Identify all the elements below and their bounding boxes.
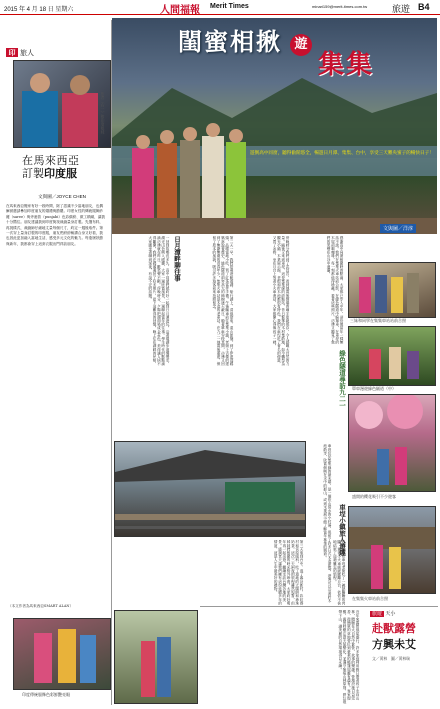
left-divider [111,20,112,705]
main-title [178,22,282,57]
left-bottom-scene [14,619,110,689]
right-column-text-2: 車埕位於集集線的最末端，是一個依山傍水的小村落，保留了許多日式木造建築。遊客可以沿著貯木池散步，欣賞倒映在水中的群山，或到木業展示館了解當年林業的興衰。 [323,444,332,603]
middle-column-1-heading: 日月潭畔聊往事 [173,236,181,282]
issue-date: 2015 年 4 月 18 日 星期六 [4,7,74,13]
right-column-text: 感謝高中同窗相聚時的點滴，大家都已步入中年，卻仍像當年一樣無話不談。我們在集集火車站前合影，在綠色隧道中騎單車，在車埕的木屋前喝咖啡，每一刻都值得珍藏。看著這些照片，彷彿又聽見了我們的笑聲在山谷中迴盪。 [327,236,344,344]
bottom-right-byline: 文／黃林 圖／黃林瑞 [372,656,410,661]
right-photo-3-scene [349,395,435,491]
bottom-right-text: 近年來露營風氣盛行，許多家庭利用假日帶著孩子走向山林，體驗在大自然中紮營、炊事的樂趣。營地設施日益完善，從簡單的草地營位到豪華的帳篷屋應有盡有。專家提醒，露營時應注意天氣變化，並遵守無痕山林原則，將垃圾帶下山，讓美麗的自然環境得以永續。 [338,610,360,704]
middle-column-1-text: 一回到故鄉沒多久，高中同窗們就約好一起到日月潭遊玩。沿著環湖步道慢慢走，湖光山色映入眼簾，大家一邊欣賞風景，一邊聊起當年的往事。學生時代的點點滴滴彷彿就在昨日，歡笑聲不斷。傍晚時分，夕陽把湖面染成金黃色，美得讓人捨不得離開。我們在碼頭邊拍了好多照片，留下這難得的回憶。晚上住在湖畔的民宿，大家圍坐著聊到深夜，有說不完的話題。 [148,236,170,366]
right-photo-3-caption: 盛開的櫻花吸引不少遊客 [352,494,396,499]
left-badge-char: 印 [8,48,16,57]
left-byline: 文與圖／JOYCE CHEN [38,194,86,199]
right-photo-2-scene [349,327,435,385]
right-photo-2-caption: 單車漫遊綠色隧道（中） [352,386,396,391]
left-photo-scene [14,61,110,147]
right-photo-1 [348,262,436,318]
title-part-1: 閨蜜相揪 [178,27,282,56]
middle-column-2-text: 第二天一早，我們搭乘遊艇遊湖，船行湖上，清風徐來，遠山如黛。到了伊達邵碼頭，品嚐當地小吃，買了紅茶當伴手禮。午後驅車前往集集小鎮，老街上古樸的建築訴說著歷史，綠色隧道兩旁高大的樟樹遮天蔽日，騎著單車穿梭其間，彷彿又回到了無憂無慮的青春年少。集集火車站是木造的老車站，在九二一地震後重建，保留了原本的風貌，吸引許多遊客前來拍照留念。 [212,236,234,366]
station-photo [114,441,306,537]
right-photo-1-scene [349,263,435,317]
bottom-middle-scene [115,611,197,703]
title-part-2: 集集 [318,50,375,80]
main-photo-caption: 遊倒高中同窗，聽得偷閒悠全，暢遊日月潭、集集、台中，享受三天難央蜜子的暢快日子！ [250,150,434,155]
paper-name-en: Merit Times [210,3,249,10]
title-circle-badge [290,34,312,56]
station-scene [115,442,305,536]
left-column-section: 旅人 [20,49,34,57]
paper-name: 人間福報 [160,5,200,16]
middle-column-3-text: 傍晚時分我們到了武昌宮，看到地震後倒塌的廟宇原貌保存，令人感嘆大自然的力量。隨後又來到車埕，這是集集線的終點站，昔日繁華的木材集散地，如今轉型為觀光小鎮，木業展示館、老街和貯木池都很有特色。我們在車埕吃了著名的便當，又買了冰棒，坐在月台上等著小火車進站，大家都開心得像孩子一樣。 [273,236,290,366]
bottom-right-badge [370,610,395,617]
right-mid-heading: 車埕小鎮旅人遊趣 [338,504,346,556]
title-circle-char: 遊 [294,37,308,52]
badge-main: 旅遊 [372,611,383,617]
bottom-right-title-2: 方興未艾 [372,638,416,651]
right-photo-4 [348,506,436,594]
contact-url: minari159@merit-times.com.tw [312,4,368,9]
left-headline-line1: 在馬來西亞 [22,154,80,167]
middle-column-4-text: 第三天來到台中，逛了審計新村、彩虹眷村和宮原眼科，吃了道地的太陽餅和珍珠奶茶。這次三天兩夜的旅程雖然短暫，但姊妹們相聚的時光格外珍貴。大家約好明年再一起出遊，繼續走訪台灣各地的美景。感謝老天讓我們擁有這份延續多年的情誼，這是人生中最美好的禮物。 [274,540,304,605]
right-photo-4-caption: 在集集火車站前合照 [352,596,388,601]
left-photo-credit: 作者（右一）和印度姐妹 [101,92,106,134]
bottom-right-divider [200,606,438,607]
left-bottom-photo [13,618,111,690]
headline-prefix: 訂製 [22,167,44,180]
bottom-middle-photo [114,610,198,704]
right-section-heading: 綠色隧道尋訪九二一 [338,350,346,409]
headline-bold: 印度服 [44,167,77,180]
left-bottom-caption: 印度傳統服飾色彩鮮艷亮眼 [22,692,70,697]
right-photo-1-caption: 三妹和同學在集集車站站前合照 [350,318,406,323]
right-photo-3 [348,394,436,492]
right-column-text-3: 我們最後在車埕老街吃了一碗熱騰騰的肉圓，看著小火車緩緩駛離月台，依依不捨地結束了這趟難忘的旅程。 [333,540,346,605]
section-name: 旅遊 [392,4,411,14]
author-badge: 文與圖／洋淳 [380,224,416,233]
bottom-right-title-1: 赴獸露營 [372,622,416,635]
badge-sub: 天小 [385,611,396,617]
left-column-photo [13,60,111,148]
right-photo-4-scene [349,507,435,593]
header-bar [0,0,440,15]
left-body-text: 在馬來西亞搬家有好一段時間，除了認識不少當地朋友，也偶爾被邀請參加印度朋友的婚禮與節慶。印度女性的傳統服飾紗麗（saree）與旁遮普（punjabi）色彩繽紛、做工精緻，讓我十分嚮往。朋友建議我到印度街找裁縫量身訂製。先選布料，再挑樣式，裁縫師仔細地丈量每個尺寸，約定一週後取件。第一次穿上量身訂製的印度服，朋友們紛紛稱讚合身又好看，我也因此更加融入當地生活，感受多元文化的魅力。每逢屠妖節與新年，我都會穿上這套衣服出門拜訪朋友。 [6,204,106,246]
left-headline-line2 [22,165,77,181]
page-number: B4 [418,2,430,12]
left-column-badge [6,48,18,57]
right-photo-2 [348,326,436,386]
left-body-signature: （本文作者為馬來西亞SMART ALAN） [8,604,74,608]
